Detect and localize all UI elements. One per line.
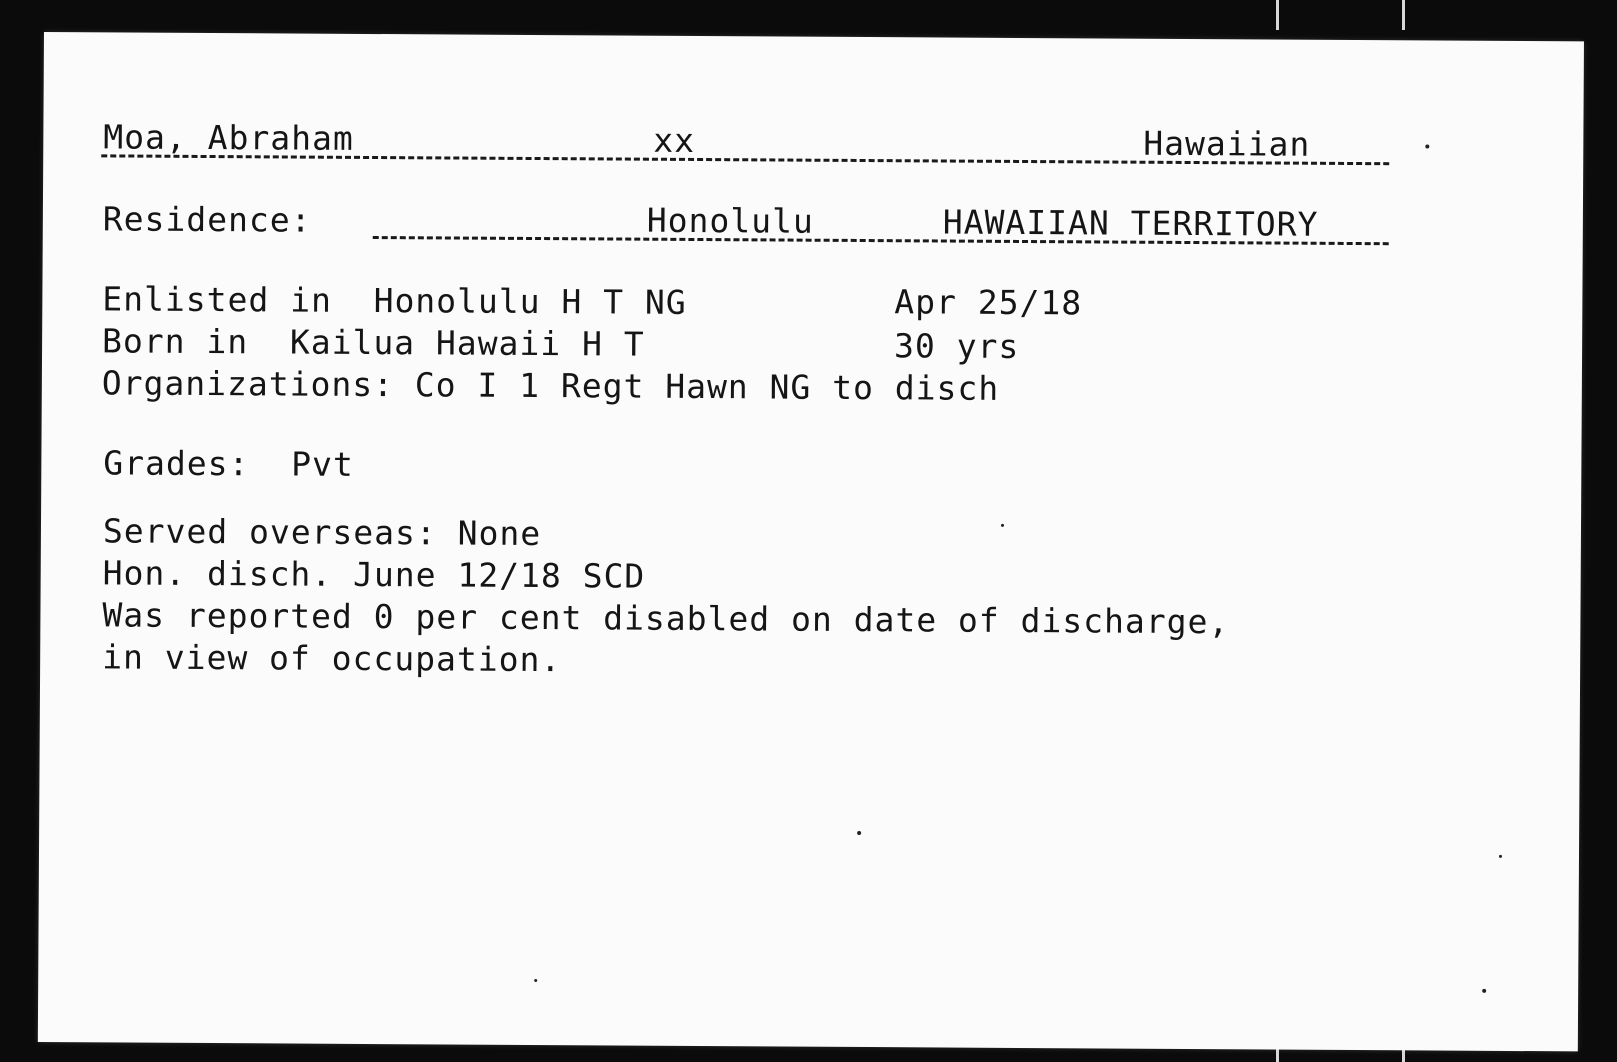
scan-speck [857, 831, 861, 835]
film-edge-mark [1276, 0, 1279, 30]
soldier-name: Moa, Abraham [103, 117, 354, 158]
scan-speck [534, 979, 537, 982]
born-line: Born in Kailua Hawaii H T [101, 321, 645, 364]
disability-line-1: Was reported 0 per cent disabled on date of discharge, [102, 595, 1230, 642]
residence-territory: HAWAIIAN TERRITORY [942, 202, 1319, 244]
grades-line: Grades: Pvt [103, 443, 354, 484]
disability-line-2: in view of occupation. [102, 637, 562, 680]
scan-speck [1482, 989, 1486, 993]
organizations-line: Organizations: Co I 1 Regt Hawn NG to disch [101, 363, 1000, 408]
residence-city: Honolulu [646, 200, 814, 241]
scan-speck [1001, 524, 1004, 527]
film-edge-mark [1402, 0, 1405, 30]
age-at-enlistment: 30 yrs [893, 326, 1020, 366]
scan-speck [1425, 144, 1429, 148]
enlisted-line: Enlisted in Honolulu H T NG [102, 279, 687, 322]
service-record-card [38, 32, 1584, 1051]
scan-speck [1499, 855, 1502, 858]
race-label: Hawaiian [1143, 123, 1311, 164]
residence-label: Residence: [102, 199, 312, 240]
discharge-line: Hon. disch. June 12/18 SCD [102, 553, 646, 596]
served-overseas-line: Served overseas: None [102, 511, 542, 554]
enlisted-date: Apr 25/18 [894, 282, 1083, 323]
race-mark: xx [653, 120, 696, 160]
